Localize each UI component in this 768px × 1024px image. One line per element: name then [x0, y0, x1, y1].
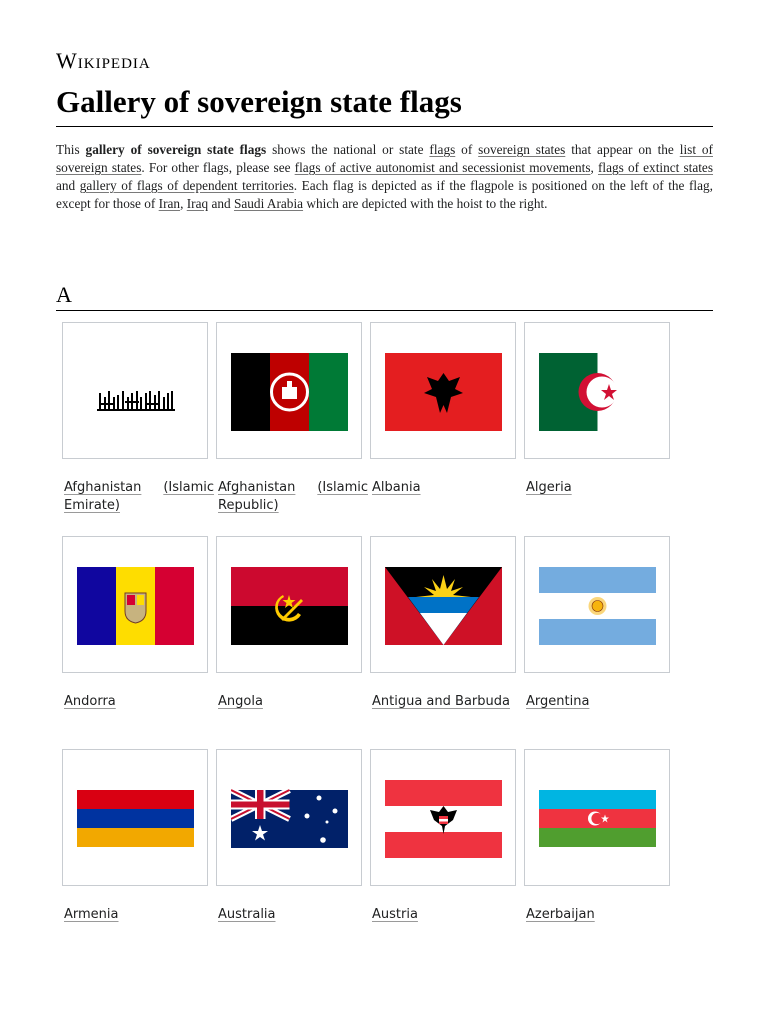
flag-thumbnail-antigua-and-barbuda[interactable]	[370, 536, 516, 673]
albania-flag-image	[385, 353, 502, 431]
flag-thumbnail-austria[interactable]	[370, 749, 516, 886]
austria-flag-image	[385, 780, 502, 858]
flag-caption-argentina	[526, 693, 676, 711]
intro-text: and	[56, 178, 80, 193]
intro-text: shows the national or state	[266, 142, 430, 157]
link-extinct-states-flags[interactable]: flags of extinct states	[597, 160, 714, 175]
page-title: Gallery of sovereign state flags	[56, 84, 462, 119]
flag-caption-andorra	[64, 693, 214, 711]
flag-link-afghanistan-emirate[interactable]: Afghanistan	[64, 480, 142, 495]
intro-bold-term: gallery of sovereign state flags	[85, 142, 267, 157]
flag-thumbnail-armenia[interactable]	[62, 749, 208, 886]
andorra-flag-image	[77, 567, 194, 645]
andorra-coat-of-arms-icon	[125, 593, 146, 623]
section-heading-a: A	[56, 282, 72, 307]
flag-caption-austria	[372, 906, 522, 924]
link-autonomist-flags[interactable]: flags of active autonomist and secessionist movements	[294, 160, 591, 175]
intro-text: ,	[590, 160, 598, 175]
intro-text: This	[56, 142, 86, 157]
flag-link-algeria[interactable]: Algeria	[526, 480, 572, 495]
sun-of-may-icon	[589, 597, 607, 615]
flag-thumbnail-albania[interactable]	[370, 322, 516, 459]
wikipedia-wordmark[interactable]: Wikipedia	[56, 48, 151, 73]
flag-link-antigua-and-barbuda[interactable]: Antigua and Barbuda	[372, 694, 510, 709]
flag-thumbnail-argentina[interactable]	[524, 536, 670, 673]
angola-flag-image	[231, 567, 348, 645]
australia-flag-image	[231, 770, 348, 848]
armenia-flag-image	[77, 770, 194, 848]
intro-text: of	[455, 142, 479, 157]
link-flags[interactable]: flags	[429, 142, 456, 157]
flag-link-suffix[interactable]: (Islamic Republic)	[218, 480, 368, 513]
flag-link-azerbaijan[interactable]: Azerbaijan	[526, 907, 595, 922]
algeria-flag-image	[539, 353, 656, 431]
intro-paragraph	[56, 141, 713, 213]
afghanistan-emirate-flag-image	[77, 353, 194, 431]
link-iraq[interactable]: Iraq	[186, 196, 209, 211]
intro-text: . For other flags, please see	[141, 160, 295, 175]
flag-link-andorra[interactable]: Andorra	[64, 694, 116, 709]
flag-caption-armenia	[64, 906, 214, 924]
azerbaijan-flag-image	[539, 780, 656, 858]
intro-text: and	[208, 196, 234, 211]
argentina-flag-image	[539, 567, 656, 645]
flag-link-afghanistan-republic[interactable]: Afghanistan	[218, 480, 296, 495]
link-iran[interactable]: Iran	[158, 196, 181, 211]
flag-thumbnail-angola[interactable]	[216, 536, 362, 673]
intro-text: . Each flag is depicted as if the flagpole is positioned on the left of the flag, except for those of	[56, 178, 714, 211]
flag-link-australia[interactable]: Australia	[218, 907, 276, 922]
flag-link-argentina[interactable]: Argentina	[526, 694, 590, 709]
flag-thumbnail-azerbaijan[interactable]	[524, 749, 670, 886]
intro-text: ,	[180, 196, 187, 211]
flag-caption-afghanistan-republic	[218, 479, 368, 515]
flag-caption-azerbaijan	[526, 906, 676, 924]
flag-thumbnail-afghanistan-republic[interactable]	[216, 322, 362, 459]
flag-link-angola[interactable]: Angola	[218, 694, 263, 709]
flag-thumbnail-afghanistan-emirate[interactable]	[62, 322, 208, 459]
link-sovereign-states[interactable]: sovereign states	[478, 142, 566, 157]
link-saudi-arabia[interactable]: Saudi Arabia	[233, 196, 304, 211]
flag-thumbnail-andorra[interactable]	[62, 536, 208, 673]
union-jack-canton-icon	[231, 790, 290, 819]
title-divider	[56, 126, 713, 127]
flag-thumbnail-algeria[interactable]	[524, 322, 670, 459]
flag-caption-albania	[372, 479, 522, 497]
flag-caption-algeria	[526, 479, 676, 497]
link-dependent-territories-flags[interactable]: gallery of flags of dependent territories	[79, 178, 294, 193]
intro-text: that appear on the	[565, 142, 680, 157]
flag-link-albania[interactable]: Albania	[372, 480, 421, 495]
section-divider	[56, 310, 713, 311]
afghanistan-republic-flag-image	[231, 353, 348, 431]
antigua-and-barbuda-flag-image	[385, 567, 502, 645]
flag-caption-angola	[218, 693, 368, 711]
flag-link-suffix[interactable]: (Islamic Emirate)	[64, 480, 214, 513]
flag-caption-australia	[218, 906, 368, 924]
flag-link-austria[interactable]: Austria	[372, 907, 418, 922]
flag-caption-afghanistan-emirate	[64, 479, 214, 515]
flag-link-armenia[interactable]: Armenia	[64, 907, 119, 922]
intro-text: which are depicted with the hoist to the right.	[303, 196, 548, 211]
flag-thumbnail-australia[interactable]	[216, 749, 362, 886]
flag-caption-antigua-and-barbuda	[372, 693, 514, 711]
link-list-of-sovereign-states[interactable]: list of sovereign states	[56, 142, 713, 175]
